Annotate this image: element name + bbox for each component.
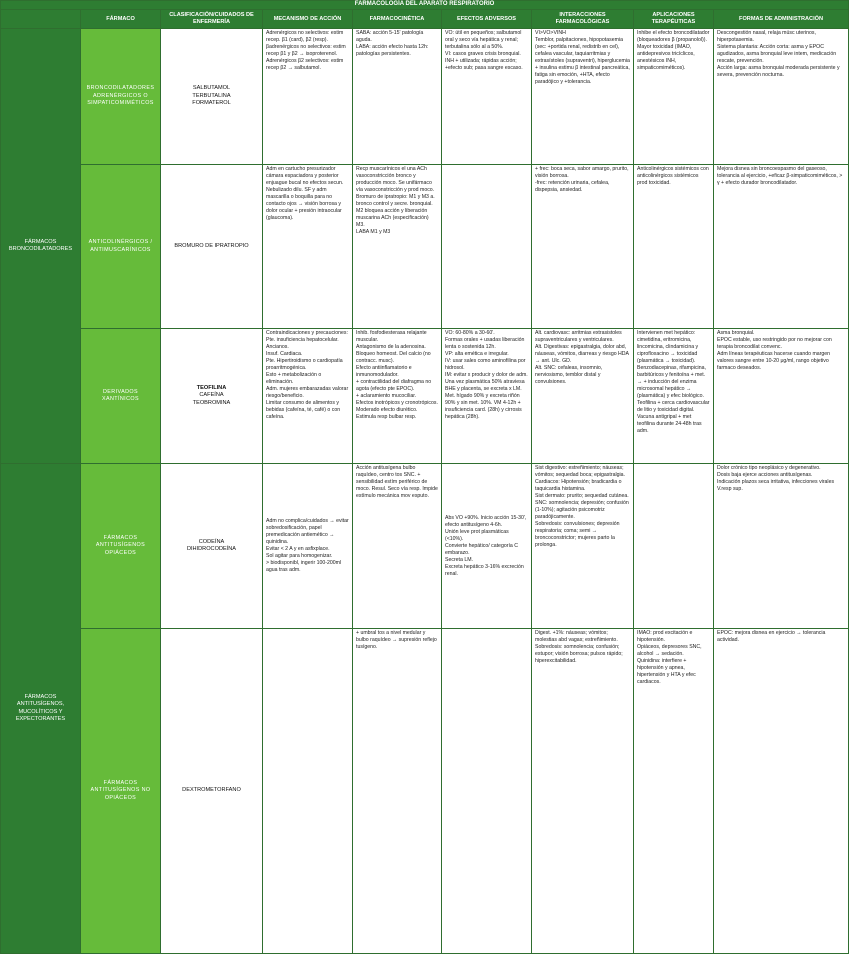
table-row	[1, 629, 849, 954]
cell-text: VO: 60-80% a 30-60'. Formas orales + usadas liberación lenta o sostenida 12h. VP: alta emética e irregular. IV: usar sales como aminofilina por hidrosol. IM: evitar x producir y dolor de adm. Una vez plasmática 50% atraviesa BHE y placenta, se excreta x LM. Met. hígado 90% y excreta riñón 90% y sin met. 10%. VM 4-12h + insuficiencia card. (28h) y cirrosis hepática (28h).	[445, 330, 528, 420]
therapeutic-cell	[714, 329, 849, 464]
classification-cell	[263, 464, 353, 629]
drug-name: BROMURO DE IPRATROPIO	[174, 242, 249, 249]
drug-name: CODEÍNA	[198, 538, 225, 545]
drug-name: TERBUTALINA	[192, 92, 231, 99]
interactions-cell	[634, 165, 714, 329]
therapeutic-cell	[714, 165, 849, 329]
mechanism-cell	[353, 165, 442, 329]
cell-text: + umbral tos a nivel medular y bulbo raquídeo → supresión reflejo tusígeno.	[356, 630, 437, 650]
drug-name: SALBUTAMOL	[192, 85, 231, 92]
group-label-bronchodilators: FÁRMACOS BRONCODILATADORES	[1, 29, 81, 464]
cell-text: Contraindicaciones y precauciones: Pte. insuficiencia hepatocelular. Ancianos. Insuf. Cardiaca. Pte. Hipertiroidismo o cardiopatía proarritmogénica. Esto + metabolización o eliminación. Adm. mujeres embarazadas valorar riesgo/beneficio. Limitar consumo de alimentos y bebidas (cafeína, té, café) o con cafeína.	[266, 330, 349, 420]
table-row	[1, 29, 849, 165]
drug-cell	[161, 165, 263, 329]
cell-text: Adm en cartucho presurizador cámara espaciadora y posterior enjuague bucal no efectos secun. Nebulizado dilu. SF y adm mascarilla o boquilla para no contacto ojos → visión borrosa y dolor ocular + presión intraocular (glaucoma).	[266, 166, 344, 221]
classification-cell	[263, 165, 353, 329]
cell-text: Abs VO +90%. Inicio acción 15-30', efecto antitusígeno 4-6h. Unión leve prot plasmáticas (<10%). Convierte hepático/ categoría C embarazo. Secreta LM. Excreta hepático 3-16% excreción renal.	[445, 514, 527, 577]
mechanism-cell	[353, 464, 442, 629]
interactions-cell	[634, 464, 714, 629]
cell-text: Mejora disnea sin broncoespasmo del gaseoso, tolerancia al ejercicio, +eficaz β-simpaticomiméticos, > γ + efecto durador broncodilatador.	[717, 166, 843, 186]
drug-name: TEOBROMINA	[192, 399, 231, 406]
pharmacokinetics-cell	[442, 329, 532, 464]
drug-name-bold: TEOFILINA	[196, 384, 227, 391]
table-row	[1, 165, 849, 329]
header-classification: CLASIFICACIÓN/CUIDADOS DE ENFERMERÍA	[161, 10, 263, 29]
header-mechanism: MECANISMO DE ACCIÓN	[263, 10, 353, 29]
cell-text: VI>VO>VINH Temblor, palpitaciones, hipopotasemia (sec: +portida renal, redistrib en cel), cefalea vascular, taquiarritmias y extrasístoles (supraventri), hiperglucemia + insulina estimu β intestinal pancreática, fatiga sin emoción, +HTA, efecto paradójico y +tolerancia.	[535, 30, 630, 85]
cell-text: Digest. +1%: náuseas; vómitos; molestias abd vagas; estreñimiento. Sobredosis: somnolencia; confusión; estupor; visión borrosa; pulsos rápido; hiperexcitabilidad.	[535, 630, 623, 664]
cell-text: Alt. cardiovasc: arritmias extrasistoles supraventriculares y ventriculares. Alt. Digestivas: epigastralgia, dolor abd, náuseas, vómitos, diarreas y riesgo HDA → ant. Ulc. GD. Alt. SNC: cefaleas, insomnio, nerviosismo, temblor distal y convulsiones.	[535, 330, 629, 385]
cell-text: Acción antitusígena bulbo raquídeo, centro tos SNC. + sensibilidad estím periférico de moco. Resul. Seco vía resp. Impide estímulo mecánica mov esputo.	[356, 465, 438, 499]
group-label-antitussives: FÁRMACOS ANTITUSÍGENOS, MUCOLÍTICOS Y EXPECTORANTES	[1, 464, 81, 954]
cell-text: Sist digestivo: estreñimiento; náuseas; vómitos; sequedad boca; epigastralgia. Cardiacos: Hipotensión; bradicardia o taquicardia histamina. Sist dermato: prurito; sequedad cutánea. SNC: somnolencia; depresión; confusión (1-10%); agitación psicomotriz paradójicamente. Sobredosis: convulsiones; depresión respiratoria; coma; semi → broncoconstrictor; mujeres parto la prolonga.	[535, 465, 629, 548]
pharmacokinetics-cell	[442, 29, 532, 165]
mechanism-cell	[353, 629, 442, 954]
therapeutic-cell	[714, 629, 849, 954]
adverse-cell	[532, 165, 634, 329]
table-row	[1, 329, 849, 464]
classification-cell	[263, 29, 353, 165]
category-cell: DERIVADOS XANTÍNICOS	[81, 329, 161, 464]
adverse-cell	[532, 464, 634, 629]
cell-text: Intervienen met hepático: cimetidina, eritromicina, lincomicina, clindamicina y ciprofloxacino → toxicidad (plasmática → toxicidad). Benzodiacepinas, rifampicina, barbitúricos y fenitoína + met. → + inducción del enzima microsomal hepático → (plasmática) y efec biológico. Teofilina + cerca cardiovascular de litio y toxicidad digital. Vacuna antigripal + met teofilina durante 24-48h tras adm.	[637, 330, 710, 434]
category-cell: BRONCODILATADORES ADRENÉRGICOS O SIMPATICOMIMÉTICOS	[81, 29, 161, 165]
drug-name: DIHIDROCODEÍNA	[186, 546, 237, 552]
header-drug: FÁRMACO	[81, 10, 161, 29]
drug-name: CAFEÍNA	[199, 392, 224, 399]
category-cell: ANTICOLINÉRGICOS / ANTIMUSCARÍNICOS	[81, 165, 161, 329]
category-cell: FÁRMACOS ANTITUSÍGENOS NO OPIÁCEOS	[81, 629, 161, 954]
header-pharmacokinetics: FARMACOCINÉTICA	[353, 10, 442, 29]
classification-cell	[263, 329, 353, 464]
mechanism-cell	[353, 329, 442, 464]
interactions-cell	[634, 629, 714, 954]
drug-name: FORMATEROL	[192, 100, 231, 107]
drug-cell	[161, 629, 263, 954]
table-row	[1, 464, 849, 629]
cell-text: Descongestión nasal, relaja músc uterinos, hiperpotasemia. Sistema plantaria: Acción corta: asma y EPOC agudizados, asma bronquial leve intem, medicación rescate, prevención. Acción larga: asma bronquial moderada persistente y severa, prevención nocturna.	[717, 30, 840, 78]
cell-text: IMAO: prod excitación e hipotensión. Opiáceos, depresores SNC, alcohol → sedación. Quinidina: interfiere + hipotensión y apnea, hipertensión y HTA y efec cardiacos.	[637, 630, 702, 685]
therapeutic-cell	[714, 29, 849, 165]
header-adverse-effects: EFECTOS ADVERSOS	[442, 10, 532, 29]
cell-text: EPOC: mejora disnea en ejercicio → tolerancia actividad.	[717, 630, 826, 643]
cell-text: Adm no complica/cuidados → evitar sobredosificación, papel premedicación antiemético → quinidina. Evitar < 2 A y en asfixplace. Sol agitar para homogenizar. > biodisponibl, ingerir 100-200ml agua tras adm.	[266, 518, 349, 573]
cell-text: Asma bronquial. EPOC estable, uso restringido por no mejorar con terapia broncodilat convenc. Adm líneas terapéuticas hacerse cuando margen valores sangre entre 10-20 μg/ml, rango objetivo farmaco deseados.	[717, 330, 832, 371]
pharmacokinetics-cell	[442, 165, 532, 329]
therapeutic-cell	[714, 464, 849, 629]
drug-cell	[161, 29, 263, 165]
mechanism-cell	[353, 29, 442, 165]
cell-text: Recp muscarínicos el una ACh vasoconstricción bronco y producción moco. Se unifármaco vía vasoconstricción y prod moco. Bromuro de ipratropio: M1 y M3 a. bronco control y secre. bronquial. M2 bloquea acción y liberación muscarina ACh (especificación) M3. LABA M1 y M3	[356, 166, 435, 235]
sheet-title: FARMACOLOGÍA DEL APARATO RESPIRATORIO	[1, 1, 849, 10]
cell-text: Inhib. fosfodiesterasa relajante muscular. Antagonismo de la adenosina. Bloqueo homeost. Del calcio (no contracc. musc). Efecto antiinflamatorio e inmunomodulador. + contractilidad del diafragma no agota (efecto pte EPOC). + aclaramiento mucociliar. Efectos inotrópicos y cronotrópicos. Moderado efecto diurético. Estimula resp bulbar resp.	[356, 330, 438, 420]
cell-text: Adrenérgicos no selectivos: estim recep. β1 (card), β2 (resp). βadrenérgicos no selectivos: estim recep β1 y β2 → isoproterenol. Adrenérgicos β2 selectivos: estim recep β2 → salbutamol.	[266, 30, 346, 71]
cell-text: + frec: boca seca, sabor amargo, prurito, visión borrosa. -frec: retención urinaria, cefalea, dispepsia, ansiedad.	[535, 166, 629, 193]
adverse-cell	[532, 329, 634, 464]
pharmacokinetics-cell	[442, 464, 532, 629]
drug-cell	[161, 464, 263, 629]
drug-cell	[161, 329, 263, 464]
interactions-cell	[634, 29, 714, 165]
cell-text: SABA: acción 5-15' patología aguda. LABA: acción efecto hasta 12h: patologías persistentes.	[356, 30, 429, 57]
header-blank	[1, 10, 81, 29]
header-administration: FORMAS DE ADMINISTRACIÓN	[714, 10, 849, 29]
header-interactions: INTERACCIONES FARMACOLÓGICAS	[532, 10, 634, 29]
pharmacokinetics-cell	[442, 629, 532, 954]
classification-cell	[263, 629, 353, 954]
interactions-cell	[634, 329, 714, 464]
cell-text: Anticolinérgicos sistémicos con anticolinérgicos sistémicos prod toxicidad.	[637, 166, 709, 186]
adverse-cell	[532, 629, 634, 954]
category-cell: FÁRMACOS ANTITUSÍGENOS OPIÁCEOS	[81, 464, 161, 629]
cell-text: Dolor crónico tipo neoplásico y degenerativo. Dosis baja ejerce acciones antitusígenas. Indicación plazos seca irritativa, infecciones virales V.resp sup.	[717, 465, 835, 492]
adverse-cell	[532, 29, 634, 165]
header-therapeutic-uses: APLICACIONES TERAPÉUTICAS	[634, 10, 714, 29]
drug-name: DEXTROMETORFANO	[182, 787, 241, 794]
cell-text: VO: útil en pequeños; salbutamol oral y seco vía hepática y renal; terbutalina sólo al a 50%. VI: casos graves crisis bronquial. INH + utilizada; rápidas acción; +efecto sub; pasa sangre escaso.	[445, 30, 523, 71]
cell-text: Inhibe el efecto broncodilatador (bloqueadores β (propanolol)). Mayor toxicidad (IMAO, antidepresivos tricíclicos, anestésicos INH, simpaticomiméticos).	[637, 30, 710, 71]
